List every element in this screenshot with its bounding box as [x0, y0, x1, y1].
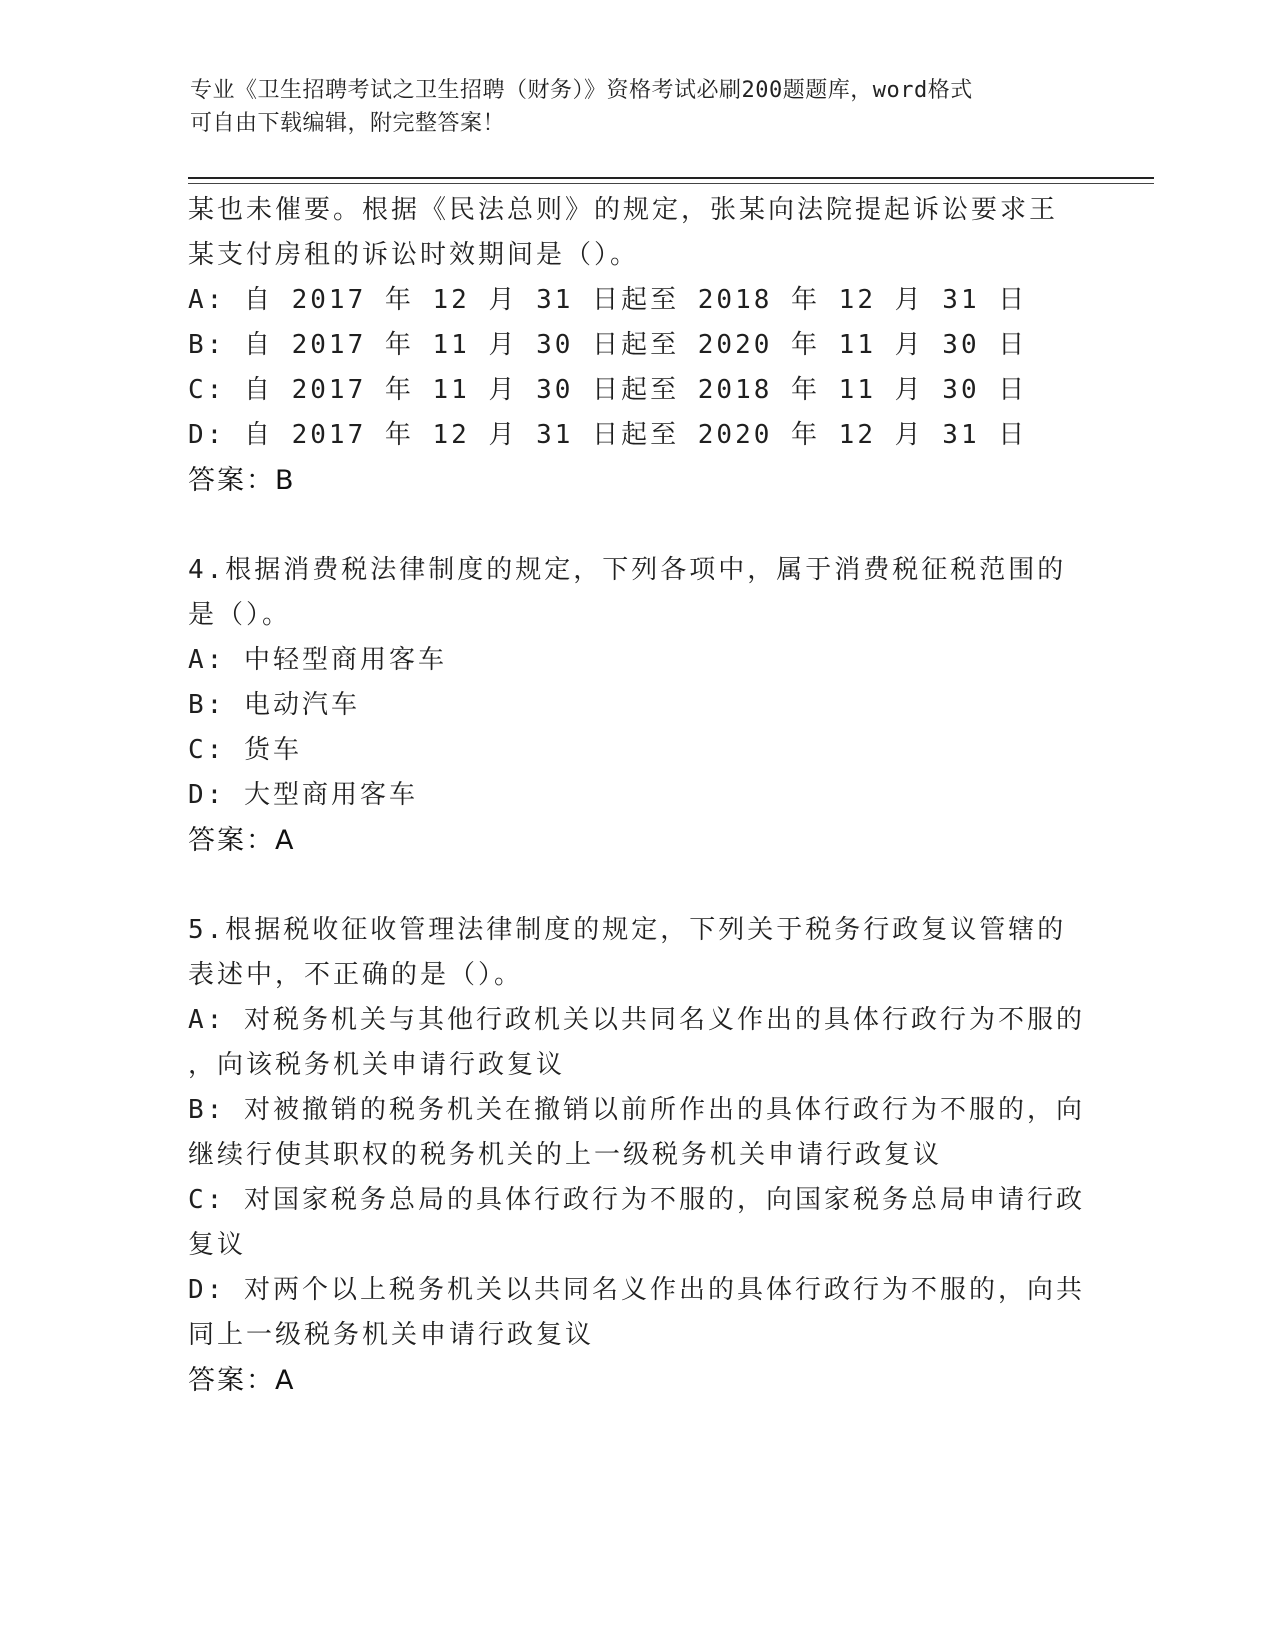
- option-b: B: 自 2017 年 11 月 30 日起至 2020 年 11 月 30 日: [188, 330, 1028, 360]
- option-a: A: 中轻型商用客车: [188, 645, 447, 675]
- option-d: D: 对两个以上税务机关以共同名义作出的具体行政行为不服的，向共: [188, 1275, 1085, 1305]
- question-3: [188, 188, 1088, 503]
- option-d: D: 自 2017 年 12 月 31 日起至 2020 年 12 月 31 日: [188, 420, 1028, 450]
- question-stem: 某支付房租的诉讼时效期间是（）。: [188, 240, 640, 270]
- answer-label: 答案：A: [188, 1365, 296, 1396]
- answer-label: 答案：B: [188, 465, 296, 496]
- option-a: A: 对税务机关与其他行政机关以共同名义作出的具体行政行为不服的: [188, 1005, 1085, 1035]
- question-4: [188, 548, 1088, 863]
- header-title-line-2: 可自由下载编辑，附完整答案！: [190, 111, 506, 136]
- answer-label: 答案：A: [188, 825, 296, 856]
- option-c: C: 自 2017 年 11 月 30 日起至 2018 年 11 月 30 日: [188, 375, 1028, 405]
- question-5: [188, 908, 1088, 1403]
- option-c-continued: 复议: [188, 1230, 247, 1260]
- option-b: B: 电动汽车: [188, 690, 360, 720]
- option-b: B: 对被撤销的税务机关在撤销以前所作出的具体行政行为不服的，向: [188, 1095, 1085, 1125]
- question-stem: 4.根据消费税法律制度的规定，下列各项中，属于消费税征税范围的: [188, 555, 1067, 585]
- question-stem: 是（）。: [188, 600, 292, 630]
- spacer: [188, 863, 1088, 908]
- option-b-continued: 继续行使其职权的税务机关的上一级税务机关申请行政复议: [188, 1140, 943, 1170]
- header-divider-thick: [188, 177, 1154, 179]
- option-a: A: 自 2017 年 12 月 31 日起至 2018 年 12 月 31 日: [188, 285, 1028, 315]
- option-a-continued: ，向该税务机关申请行政复议: [188, 1050, 566, 1080]
- spacer: [188, 503, 1088, 548]
- question-stem: 表述中，不正确的是（）。: [188, 960, 524, 990]
- header-title-line-1: 专业《卫生招聘考试之卫生招聘（财务）》资格考试必刷200题题库，word格式: [190, 78, 973, 103]
- option-c: C: 货车: [188, 735, 302, 765]
- option-c: C: 对国家税务总局的具体行政行为不服的，向国家税务总局申请行政: [188, 1185, 1085, 1215]
- header-divider-thin: [188, 183, 1154, 184]
- question-stem: 5.根据税收征收管理法律制度的规定，下列关于税务行政复议管辖的: [188, 915, 1067, 945]
- question-stem: 某也未催要。根据《民法总则》的规定，张某向法院提起诉讼要求王: [188, 195, 1059, 225]
- option-d: D: 大型商用客车: [188, 780, 418, 810]
- option-d-continued: 同上一级税务机关申请行政复议: [188, 1320, 595, 1350]
- document-header: [190, 74, 1070, 140]
- question-list: [188, 188, 1088, 1403]
